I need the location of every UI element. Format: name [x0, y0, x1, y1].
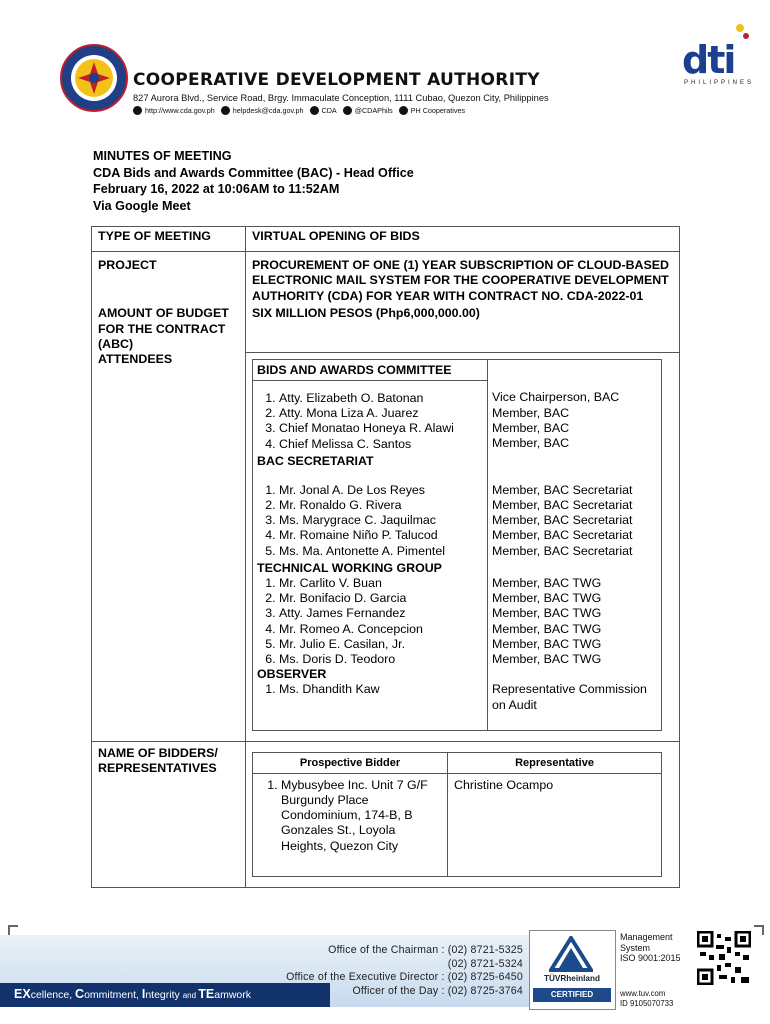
list-item: 1. Mr. Jonal A. De Los Reyes: [279, 483, 483, 498]
globe-icon: [133, 106, 142, 115]
role-text: Member, BAC Secretariat: [492, 528, 633, 543]
footer-motto: EXcellence, Commitment, Integrity and TEamwork: [14, 987, 252, 1001]
officer-of-the-day: Officer of the Day : (02) 8725-3764: [352, 984, 523, 997]
obs-list: [257, 682, 483, 697]
office-chairman-alt: (02) 8721-5324: [447, 957, 523, 970]
list-item: 2. Atty. Mona Liza A. Juarez: [279, 406, 483, 421]
meta-date: February 16, 2022 at 10:06AM to 11:52AM: [93, 182, 340, 196]
list-item: 3. Atty. James Fernandez: [279, 606, 483, 621]
dti-logo-text: dti: [682, 38, 735, 82]
bac-list: [257, 391, 483, 452]
group-icon: [399, 106, 408, 115]
role-text: Member, BAC Secretariat: [492, 513, 633, 528]
list-item: 2. Mr. Ronaldo G. Rivera: [279, 498, 483, 513]
tuv-name: TÜVRheinland: [544, 974, 600, 983]
facebook-icon: [310, 106, 319, 115]
bidders-table: [252, 752, 662, 877]
list-item: 4. Mr. Romaine Niño P. Talucod: [279, 528, 483, 543]
role-text: Member, BAC TWG: [492, 591, 602, 606]
list-item: 4. Mr. Romeo A. Concepcion: [279, 622, 483, 637]
attendees-label: ATTENDEES: [92, 352, 246, 741]
meta-title: MINUTES OF MEETING: [93, 149, 232, 163]
management-system: Management System ISO 9001:2015: [620, 932, 681, 963]
role-text: Member, BAC: [492, 436, 570, 451]
list-item: 2. Mr. Bonifacio D. Garcia: [279, 591, 483, 606]
list-item: 6. Ms. Doris D. Teodoro: [279, 652, 483, 667]
attendees-cell: [246, 352, 680, 741]
row-bidders: [92, 741, 680, 887]
twg-list: [257, 576, 483, 667]
amount-label: AMOUNT OF BUDGET FOR THE CONTRACT (ABC): [92, 304, 246, 352]
tuv-certified: CERTIFIED: [533, 988, 611, 1002]
tuv-web: www.tuv.com ID 9105070733: [620, 989, 674, 1008]
contact-website[interactable]: http://www.cda.gov.ph: [133, 106, 215, 115]
list-item: 3. Ms. Marygrace C. Jaquilmac: [279, 513, 483, 528]
role-text: Member, BAC TWG: [492, 575, 602, 590]
role-text: Member, BAC: [492, 420, 570, 435]
qr-code-icon[interactable]: [697, 931, 751, 985]
role-text: Member, BAC: [492, 405, 570, 420]
obs-title: OBSERVER: [257, 667, 327, 682]
sec-title: BAC SECRETARIAT: [253, 453, 488, 469]
office-executive-director: Office of the Executive Director : (02) 8725-6450: [286, 971, 523, 984]
role-text: Vice Chairperson, BAC: [492, 390, 620, 405]
footer-office-numbers: [260, 944, 523, 998]
table-row: [253, 773, 662, 876]
contact-facebook[interactable]: CDA: [310, 106, 337, 115]
role-text: Member, BAC Secretariat: [492, 543, 633, 558]
role-text: Member, BAC TWG: [492, 636, 602, 651]
col-prospective-bidder: Prospective Bidder: [253, 752, 448, 773]
bidder-name: 1. Mybusybee Inc. Unit 7 G/F Burgundy Place Condominium, 174-B, B Gonzales St., Loyola Heights, Quezon City: [281, 778, 441, 854]
type-label: TYPE OF MEETING: [92, 227, 246, 252]
org-address: 827 Aurora Blvd., Service Road, Brgy. Immaculate Conception, 1111 Cubao, Quezon City, Philippines: [133, 93, 549, 103]
list-item: 1. Atty. Elizabeth O. Batonan: [279, 391, 483, 406]
letterhead: [0, 0, 770, 140]
attendees-table: [252, 359, 662, 731]
org-contacts: [133, 106, 465, 115]
twg-title: TECHNICAL WORKING GROUP: [257, 560, 442, 575]
project-value: PROCUREMENT OF ONE (1) YEAR SUBSCRIPTION OF CLOUD-BASED ELECTRONIC MAIL SYSTEM FOR THE COOPERATIVE DEVELOPMENT AUTHORITY (CDA) FOR YEAR WITH CONTRACT NO. CDA-2022-01: [246, 252, 680, 305]
role-text: Member, BAC TWG: [492, 651, 602, 666]
contact-twitter[interactable]: @CDAPhils: [343, 106, 393, 115]
contact-group[interactable]: PH Cooperatives: [399, 106, 465, 115]
bidders-cell: [246, 741, 680, 887]
tuv-triangle-icon: [549, 936, 593, 972]
sec-list: [257, 483, 483, 559]
meta-committee: CDA Bids and Awards Committee (BAC) - Head Office: [93, 165, 414, 180]
contact-email[interactable]: helpdesk@cda.gov.ph: [221, 106, 304, 115]
bidder-representative: Christine Ocampo: [448, 773, 662, 876]
meeting-meta: [93, 148, 414, 214]
minutes-table: [91, 226, 680, 888]
twitter-icon: [343, 106, 352, 115]
meta-venue: Via Google Meet: [93, 198, 191, 213]
amount-value: SIX MILLION PESOS (Php6,000,000.00): [246, 304, 680, 352]
role-text: Member, BAC Secretariat: [492, 497, 633, 512]
org-name: COOPERATIVE DEVELOPMENT AUTHORITY: [133, 70, 540, 90]
role-text: Member, BAC TWG: [492, 621, 602, 636]
project-label: PROJECT: [92, 252, 246, 305]
email-icon: [221, 106, 230, 115]
role-text: Member, BAC Secretariat: [492, 482, 633, 497]
role-text: Member, BAC TWG: [492, 606, 602, 621]
row-type: [92, 227, 680, 252]
list-item: 5. Ms. Ma. Antonette A. Pimentel: [279, 544, 483, 559]
row-project: [92, 252, 680, 305]
office-chairman: Office of the Chairman : (02) 8721-5325: [328, 944, 523, 956]
role-text: Representative Commission on Audit: [492, 682, 647, 712]
type-value: VIRTUAL OPENING OF BIDS: [246, 227, 680, 252]
list-item: 4. Chief Melissa C. Santos: [279, 437, 483, 452]
list-item: 1. Ms. Dhandith Kaw: [279, 682, 483, 697]
row-amount: [92, 304, 680, 352]
list-item: 3. Chief Monatao Honeya R. Alawi: [279, 421, 483, 436]
bac-title: BIDS AND AWARDS COMMITTEE: [253, 359, 488, 380]
row-attendees: [92, 352, 680, 741]
dti-philippines: PHILIPPINES: [684, 80, 755, 86]
bidders-label: NAME OF BIDDERS/ REPRESENTATIVES: [92, 741, 246, 887]
list-item: 5. Mr. Julio E. Casilan, Jr.: [279, 637, 483, 652]
list-item: 1. Mr. Carlito V. Buan: [279, 576, 483, 591]
cda-seal-logo: [60, 44, 128, 112]
col-representative: Representative: [448, 752, 662, 773]
